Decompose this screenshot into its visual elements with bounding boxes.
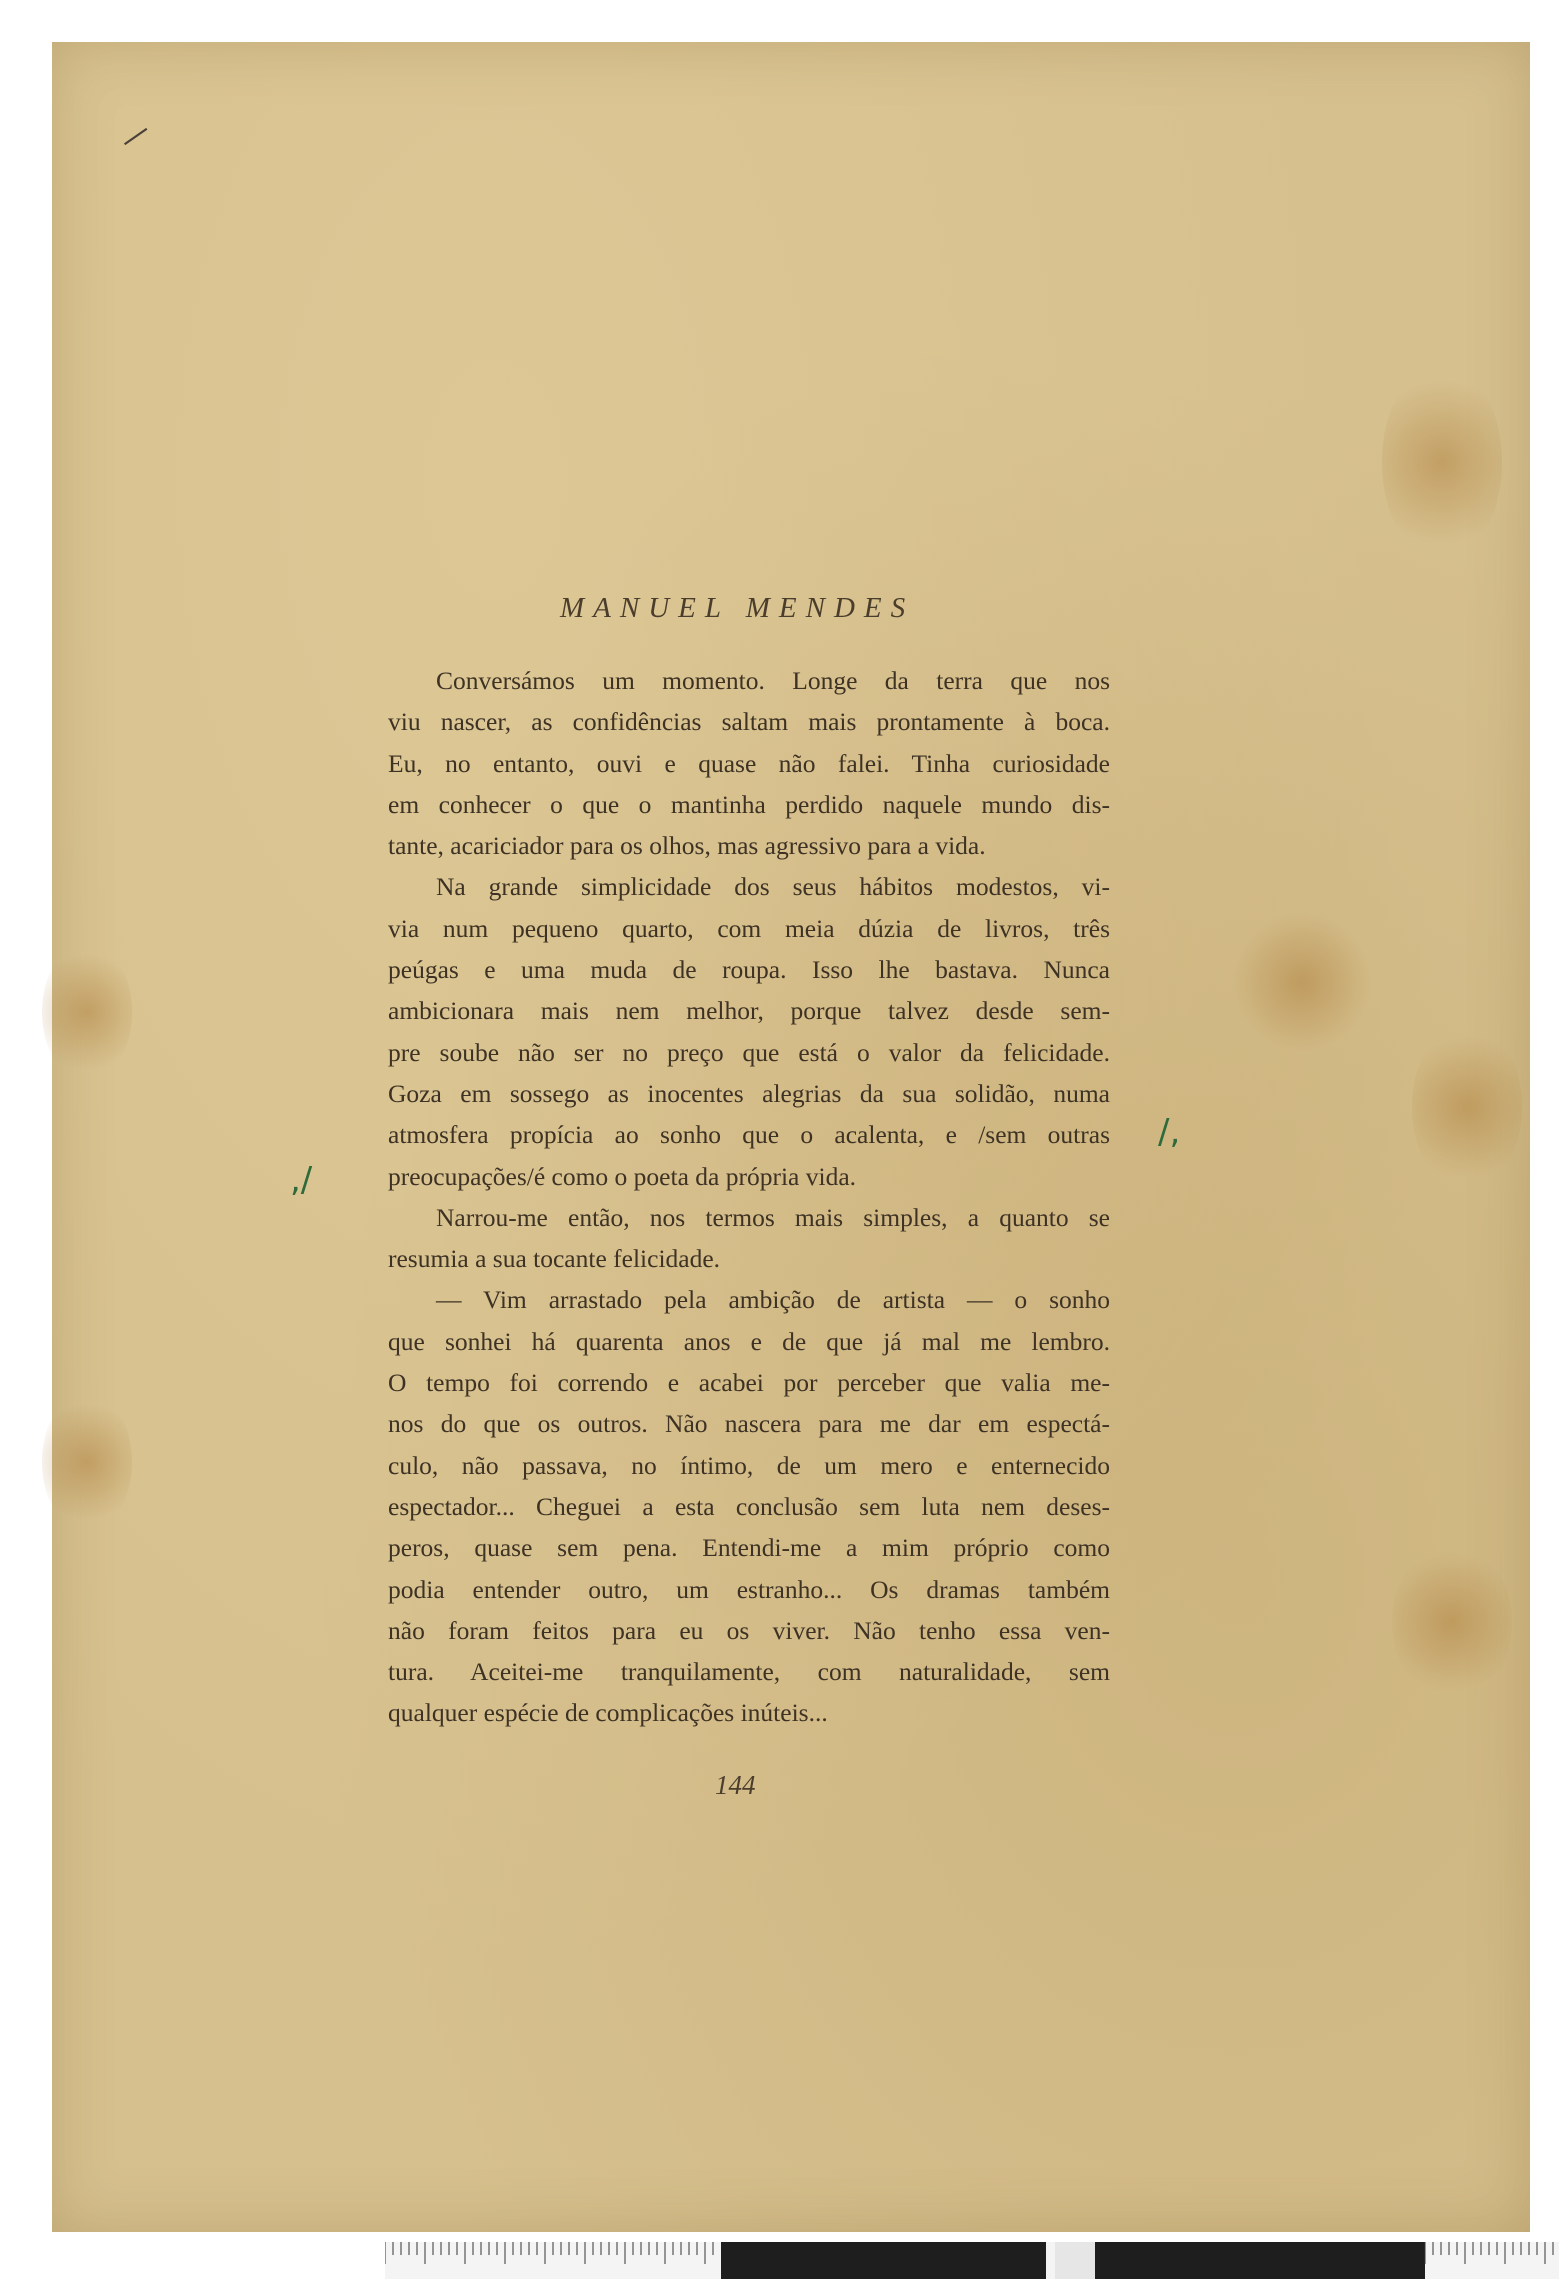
ruler-ticks bbox=[385, 2242, 1559, 2279]
stain bbox=[1382, 362, 1502, 562]
running-head: MANUEL MENDES bbox=[560, 592, 915, 624]
margin-annotation-left: ,/ bbox=[290, 1160, 313, 1200]
text-line: viu nascer, as confidências saltam mais prontamente à boca. bbox=[388, 707, 1110, 737]
text-line: Eu, no entanto, ouvi e quase não falei. Tinha curiosidade bbox=[388, 748, 1110, 778]
text-line: resumia a sua tocante felicidade. bbox=[388, 1244, 721, 1274]
text-line: em conhecer o que o mantinha perdido naquele mundo dis- bbox=[388, 789, 1110, 819]
stain bbox=[1392, 1542, 1512, 1702]
text-line: ambicionara mais nem melhor, porque talvez desde sem- bbox=[388, 996, 1110, 1026]
text-line: podia entender outro, um estranho... Os dramas também bbox=[388, 1574, 1110, 1604]
ruler-black-block bbox=[721, 2242, 1046, 2279]
text-line: via num pequeno quarto, com meia dúzia de livros, três bbox=[388, 913, 1110, 943]
text-line: qualquer espécie de complicações inúteis... bbox=[388, 1698, 828, 1728]
text-line: pre soube não ser no preço que está o valor da felicidade. bbox=[388, 1037, 1110, 1067]
text-line: peros, quase sem pena. Entendi-me a mim próprio como bbox=[388, 1533, 1110, 1563]
pencil-mark-icon: — bbox=[112, 112, 158, 159]
text-line: Goza em sossego as inocentes alegrias da sua solidão, numa bbox=[388, 1078, 1110, 1108]
scale-ruler bbox=[385, 2242, 1559, 2279]
text-line: O tempo foi correndo e acabei por perceber que valia me- bbox=[388, 1368, 1110, 1398]
text-line: peúgas e uma muda de roupa. Isso lhe bastava. Nunca bbox=[388, 955, 1110, 985]
stain bbox=[1232, 912, 1372, 1052]
ruler-gap bbox=[1055, 2242, 1095, 2279]
stain bbox=[42, 1392, 132, 1532]
text-line: Conversámos um momento. Longe da terra que nos bbox=[436, 666, 1110, 695]
page-number: 144 bbox=[715, 1770, 756, 1800]
text-line: — Vim arrastado pela ambição de artista — o sonho bbox=[436, 1285, 1110, 1315]
text-line: tante, acariciador para os olhos, mas agressivo para a vida. bbox=[388, 831, 986, 861]
text-line: que sonhei há quarenta anos e de que já mal me lembro. bbox=[388, 1326, 1110, 1356]
stain bbox=[1412, 1022, 1522, 1192]
text-line: Na grande simplicidade dos seus hábitos modestos, vi- bbox=[436, 872, 1110, 902]
text-line: nos do que os outros. Não nascera para me dar em espectá- bbox=[388, 1409, 1110, 1439]
text-line: espectador... Cheguei a esta conclusão sem luta nem deses- bbox=[388, 1491, 1110, 1521]
text-line: tura. Aceitei-me tranquilamente, com naturalidade, sem bbox=[388, 1657, 1110, 1687]
text-line: não foram feitos para eu os viver. Não tenho essa ven- bbox=[388, 1615, 1110, 1645]
ruler-black-block bbox=[1095, 2242, 1425, 2279]
text-line: culo, não passava, no íntimo, de um mero e enternecido bbox=[388, 1450, 1110, 1480]
text-line: preocupações/é como o poeta da própria vida. bbox=[388, 1161, 857, 1191]
text-line: Narrou-me então, nos termos mais simples, a quanto se bbox=[436, 1202, 1110, 1232]
text-line: atmosfera propícia ao sonho que o acalenta, e /sem outras bbox=[388, 1120, 1110, 1150]
margin-annotation-right: /, bbox=[1158, 1112, 1181, 1152]
body-text bbox=[388, 660, 1110, 1734]
stain bbox=[42, 942, 132, 1082]
